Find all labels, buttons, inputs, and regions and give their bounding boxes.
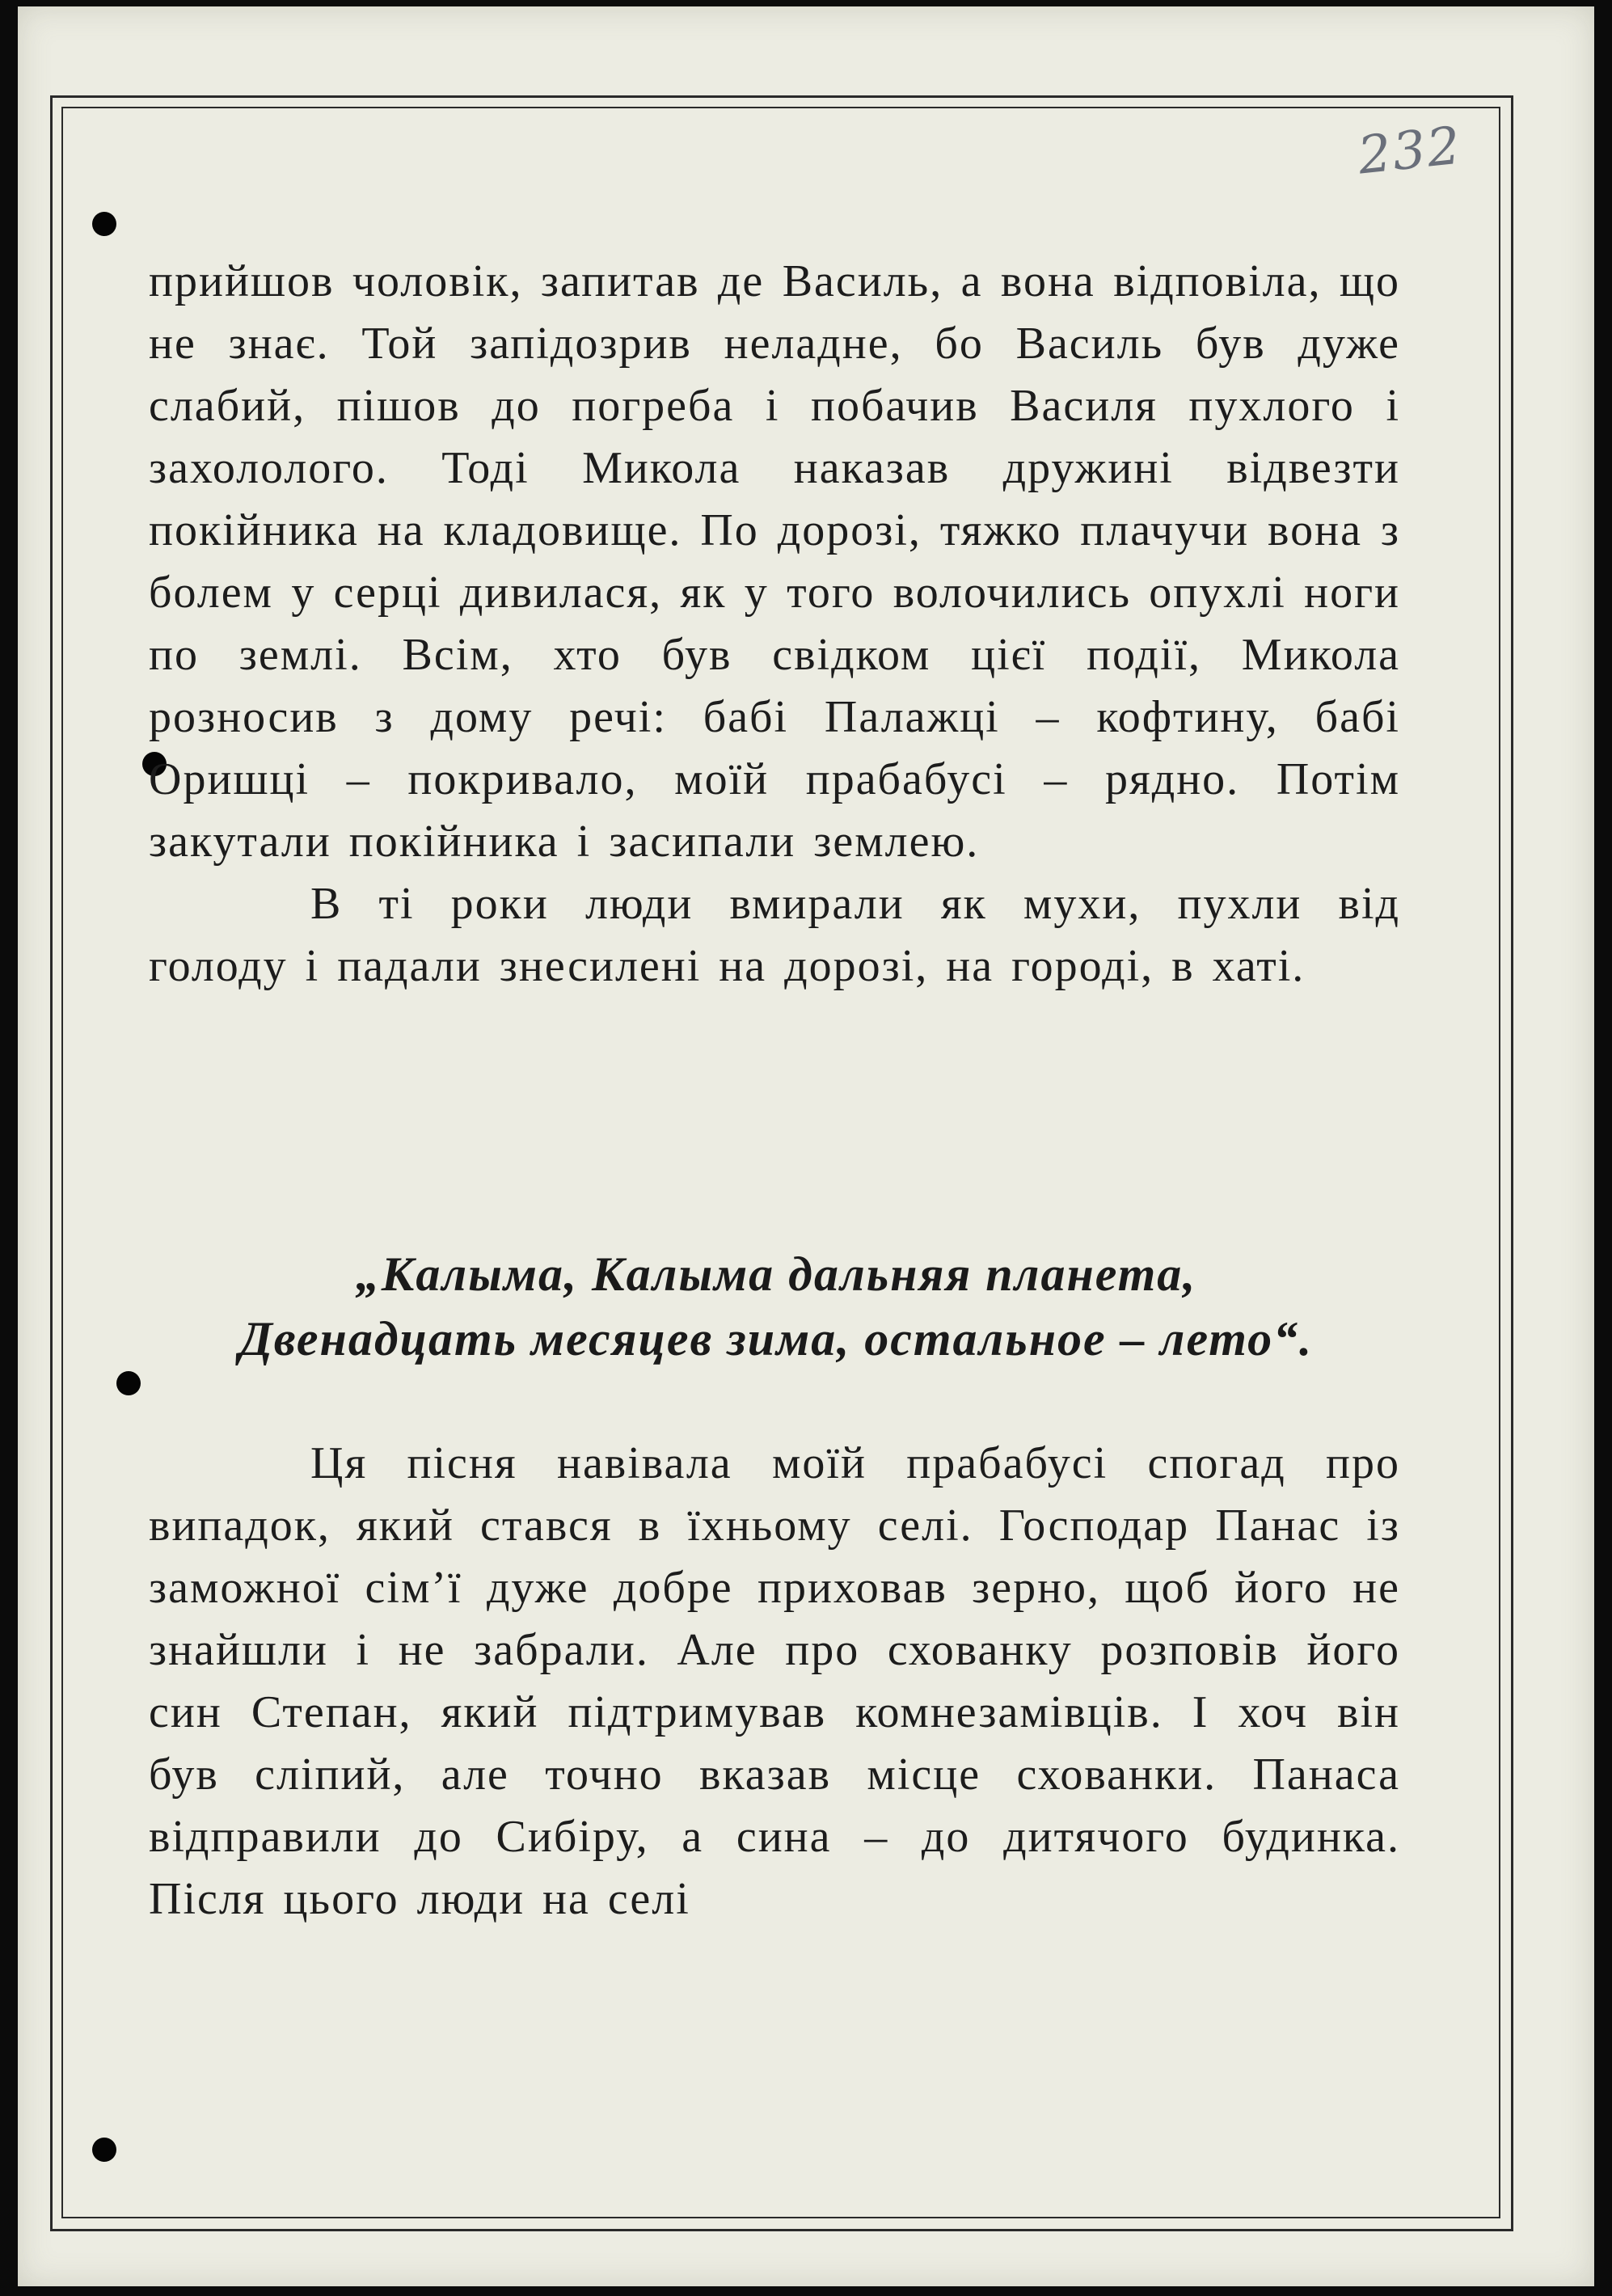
body-text-top [149, 251, 1400, 998]
punch-hole-icon [92, 212, 116, 236]
paragraph: прийшов чоловік, запитав де Василь, а вона відповіла, що не знає. Той запідозрив неладне, бо Василь був дуже слабий, пішов до погреба і побачив Василя пухлого і захололого. Тоді Микола наказав дружині відвезти покійника на кладовище. По дорозі, тяжко плачучи вона з болем у серці дивилася, як у того волочились опухлі ноги по землі. Всім, хто був свідком цієї події, Микола розносив з дому речі: бабі Палажці – кофтину, бабі Оришці – покривало, моїй прабабусі – рядно. Потім закутали покійника і засипали землею. [149, 256, 1400, 867]
punch-hole-icon [116, 1371, 141, 1395]
quote-line: „Калыма, Калыма дальняя планета, [355, 1247, 1197, 1301]
paragraph: Ця пісня навівала моїй прабабусі спогад про випадок, який стався в їхньому селі. Господар Панас із заможної сім’ї дуже добре приховав зерно, щоб його не знайшли і не забрали. Але про схованку розповів його син Степан, який підтримував комнезамівців. І хоч він був сліпий, але точно вказав місце схованки. Панаса відправили до Сибіру, а сина – до дитячого будинка. Після цього люди на селі [149, 1438, 1400, 1924]
body-text-bottom [149, 1433, 1400, 1931]
song-quote [113, 1242, 1439, 1371]
quote-line: Двенадцать месяцев зима, остальное – лето“. [238, 1312, 1314, 1365]
page-number: 232 [1355, 116, 1465, 187]
punch-hole-icon [92, 2138, 116, 2162]
paragraph: В ті роки люди вмирали як мухи, пухли від голоду і падали знесилені на дорозі, на городі, в хаті. [149, 879, 1400, 991]
